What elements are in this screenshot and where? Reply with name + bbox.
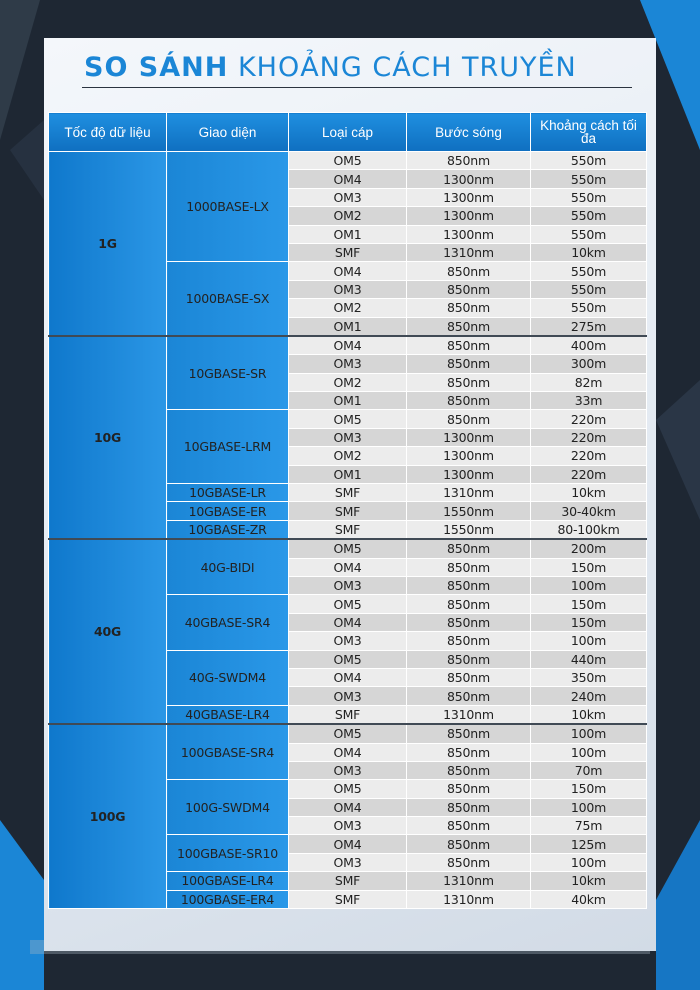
- cable-cell: OM3: [289, 428, 407, 446]
- cable-cell: OM3: [289, 355, 407, 373]
- wavelength-cell: 850nm: [407, 152, 531, 170]
- wavelength-cell: 1310nm: [407, 890, 531, 908]
- cable-cell: OM5: [289, 410, 407, 428]
- table-row: [49, 724, 647, 743]
- wavelength-cell: 1550nm: [407, 502, 531, 520]
- cable-cell: OM2: [289, 207, 407, 225]
- cable-cell: OM3: [289, 761, 407, 779]
- interface-cell: 40GBASE-SR4: [167, 595, 289, 650]
- interface-cell: 100G-SWDM4: [167, 780, 289, 835]
- speed-cell: 1G: [49, 152, 167, 336]
- wavelength-cell: 850nm: [407, 410, 531, 428]
- cable-cell: OM3: [289, 632, 407, 650]
- wavelength-cell: 850nm: [407, 336, 531, 355]
- cable-cell: OM5: [289, 650, 407, 668]
- distance-cell: 125m: [531, 835, 647, 853]
- interface-cell: 1000BASE-SX: [167, 262, 289, 336]
- wavelength-cell: 850nm: [407, 595, 531, 613]
- cable-cell: OM2: [289, 373, 407, 391]
- cable-cell: OM1: [289, 392, 407, 410]
- wavelength-cell: 850nm: [407, 317, 531, 336]
- speed-cell: 100G: [49, 724, 167, 908]
- wavelength-cell: 1300nm: [407, 207, 531, 225]
- distance-cell: 10km: [531, 705, 647, 724]
- cable-cell: OM1: [289, 225, 407, 243]
- wavelength-cell: 850nm: [407, 558, 531, 576]
- wavelength-cell: 850nm: [407, 373, 531, 391]
- interface-cell: 100GBASE-ER4: [167, 890, 289, 908]
- wavelength-cell: 850nm: [407, 687, 531, 705]
- wavelength-cell: 850nm: [407, 576, 531, 594]
- interface-cell: 10GBASE-LR: [167, 484, 289, 502]
- cable-cell: SMF: [289, 520, 407, 539]
- wavelength-cell: 850nm: [407, 817, 531, 835]
- cable-cell: OM3: [289, 576, 407, 594]
- cable-cell: OM5: [289, 724, 407, 743]
- wavelength-cell: 850nm: [407, 262, 531, 280]
- distance-cell: 33m: [531, 392, 647, 410]
- header-cable: Loại cáp: [289, 113, 407, 152]
- cable-cell: OM4: [289, 170, 407, 188]
- interface-cell: 40G-SWDM4: [167, 650, 289, 705]
- distance-cell: 550m: [531, 207, 647, 225]
- distance-cell: 70m: [531, 761, 647, 779]
- speed-cell: 10G: [49, 336, 167, 539]
- cable-cell: OM2: [289, 447, 407, 465]
- wavelength-cell: 1310nm: [407, 484, 531, 502]
- table-header-row: [49, 113, 647, 152]
- cable-cell: SMF: [289, 890, 407, 908]
- cable-cell: OM3: [289, 817, 407, 835]
- cable-cell: OM5: [289, 152, 407, 170]
- distance-cell: 240m: [531, 687, 647, 705]
- header-distance: Khoảng cách tối đa: [531, 113, 647, 152]
- cable-cell: OM4: [289, 558, 407, 576]
- cable-cell: OM1: [289, 317, 407, 336]
- wavelength-cell: 850nm: [407, 835, 531, 853]
- cable-cell: OM5: [289, 539, 407, 558]
- speed-cell: 40G: [49, 539, 167, 724]
- distance-comparison-table: [48, 112, 647, 909]
- cable-cell: OM4: [289, 743, 407, 761]
- wavelength-cell: 850nm: [407, 613, 531, 631]
- distance-cell: 440m: [531, 650, 647, 668]
- wavelength-cell: 1300nm: [407, 447, 531, 465]
- distance-cell: 100m: [531, 798, 647, 816]
- distance-cell: 550m: [531, 152, 647, 170]
- wavelength-cell: 1310nm: [407, 705, 531, 724]
- table-row: [49, 539, 647, 558]
- cable-cell: OM4: [289, 835, 407, 853]
- cable-cell: OM5: [289, 595, 407, 613]
- cable-cell: SMF: [289, 484, 407, 502]
- wavelength-cell: 1550nm: [407, 520, 531, 539]
- header-wavelength: Bước sóng: [407, 113, 531, 152]
- wavelength-cell: 850nm: [407, 539, 531, 558]
- comparison-card: [44, 38, 656, 951]
- cable-cell: OM4: [289, 262, 407, 280]
- wavelength-cell: 850nm: [407, 392, 531, 410]
- interface-cell: 40GBASE-LR4: [167, 705, 289, 724]
- interface-cell: 40G-BIDI: [167, 539, 289, 595]
- distance-cell: 550m: [531, 170, 647, 188]
- distance-cell: 100m: [531, 576, 647, 594]
- wavelength-cell: 1310nm: [407, 243, 531, 261]
- wavelength-cell: 850nm: [407, 668, 531, 686]
- wavelength-cell: 1300nm: [407, 225, 531, 243]
- interface-cell: 10GBASE-ER: [167, 502, 289, 520]
- wavelength-cell: 1300nm: [407, 170, 531, 188]
- wavelength-cell: 1300nm: [407, 428, 531, 446]
- distance-cell: 275m: [531, 317, 647, 336]
- title-rest: KHOẢNG CÁCH TRUYỀN: [237, 52, 577, 83]
- distance-cell: 220m: [531, 465, 647, 483]
- wavelength-cell: 850nm: [407, 761, 531, 779]
- wavelength-cell: 850nm: [407, 798, 531, 816]
- cable-cell: SMF: [289, 243, 407, 261]
- distance-cell: 100m: [531, 853, 647, 871]
- distance-cell: 150m: [531, 613, 647, 631]
- cable-cell: OM1: [289, 465, 407, 483]
- distance-cell: 550m: [531, 188, 647, 206]
- cable-cell: SMF: [289, 502, 407, 520]
- distance-cell: 200m: [531, 539, 647, 558]
- distance-cell: 82m: [531, 373, 647, 391]
- distance-cell: 550m: [531, 262, 647, 280]
- distance-cell: 150m: [531, 780, 647, 798]
- distance-cell: 10km: [531, 484, 647, 502]
- cable-cell: SMF: [289, 872, 407, 890]
- distance-cell: 150m: [531, 558, 647, 576]
- header-speed: Tốc độ dữ liệu: [49, 113, 167, 152]
- distance-cell: 150m: [531, 595, 647, 613]
- interface-cell: 10GBASE-ZR: [167, 520, 289, 539]
- distance-cell: 100m: [531, 743, 647, 761]
- cable-cell: SMF: [289, 705, 407, 724]
- distance-cell: 400m: [531, 336, 647, 355]
- cable-cell: OM4: [289, 668, 407, 686]
- distance-cell: 75m: [531, 817, 647, 835]
- wavelength-cell: 850nm: [407, 280, 531, 298]
- distance-cell: 100m: [531, 632, 647, 650]
- header-interface: Giao diện: [167, 113, 289, 152]
- interface-cell: 100GBASE-LR4: [167, 872, 289, 890]
- cable-cell: OM3: [289, 687, 407, 705]
- cable-cell: OM3: [289, 188, 407, 206]
- interface-cell: 100GBASE-SR4: [167, 724, 289, 780]
- wavelength-cell: 850nm: [407, 724, 531, 743]
- distance-cell: 550m: [531, 225, 647, 243]
- distance-cell: 10km: [531, 243, 647, 261]
- wavelength-cell: 850nm: [407, 853, 531, 871]
- cable-cell: OM2: [289, 299, 407, 317]
- distance-cell: 100m: [531, 724, 647, 743]
- title-bold: SO SÁNH: [84, 52, 229, 83]
- wavelength-cell: 1310nm: [407, 872, 531, 890]
- distance-cell: 300m: [531, 355, 647, 373]
- wavelength-cell: 1300nm: [407, 188, 531, 206]
- cable-cell: OM4: [289, 336, 407, 355]
- distance-cell: 40km: [531, 890, 647, 908]
- distance-cell: 550m: [531, 280, 647, 298]
- distance-cell: 10km: [531, 872, 647, 890]
- interface-cell: 10GBASE-LRM: [167, 410, 289, 484]
- distance-cell: 220m: [531, 447, 647, 465]
- distance-cell: 550m: [531, 299, 647, 317]
- wavelength-cell: 850nm: [407, 299, 531, 317]
- table-row: [49, 152, 647, 170]
- distance-cell: 30-40km: [531, 502, 647, 520]
- wavelength-cell: 850nm: [407, 632, 531, 650]
- cable-cell: OM3: [289, 853, 407, 871]
- wavelength-cell: 850nm: [407, 650, 531, 668]
- distance-cell: 220m: [531, 428, 647, 446]
- interface-cell: 1000BASE-LX: [167, 152, 289, 262]
- distance-cell: 350m: [531, 668, 647, 686]
- table-row: [49, 336, 647, 355]
- distance-cell: 220m: [531, 410, 647, 428]
- wavelength-cell: 850nm: [407, 355, 531, 373]
- title-underline: [82, 87, 632, 88]
- interface-cell: 10GBASE-SR: [167, 336, 289, 410]
- wavelength-cell: 1300nm: [407, 465, 531, 483]
- table-body: [49, 152, 647, 909]
- cable-cell: OM3: [289, 280, 407, 298]
- interface-cell: 100GBASE-SR10: [167, 835, 289, 872]
- cable-cell: OM4: [289, 798, 407, 816]
- page-title: [84, 52, 629, 83]
- cable-cell: OM4: [289, 613, 407, 631]
- wavelength-cell: 850nm: [407, 743, 531, 761]
- cable-cell: OM5: [289, 780, 407, 798]
- distance-cell: 80-100km: [531, 520, 647, 539]
- wavelength-cell: 850nm: [407, 780, 531, 798]
